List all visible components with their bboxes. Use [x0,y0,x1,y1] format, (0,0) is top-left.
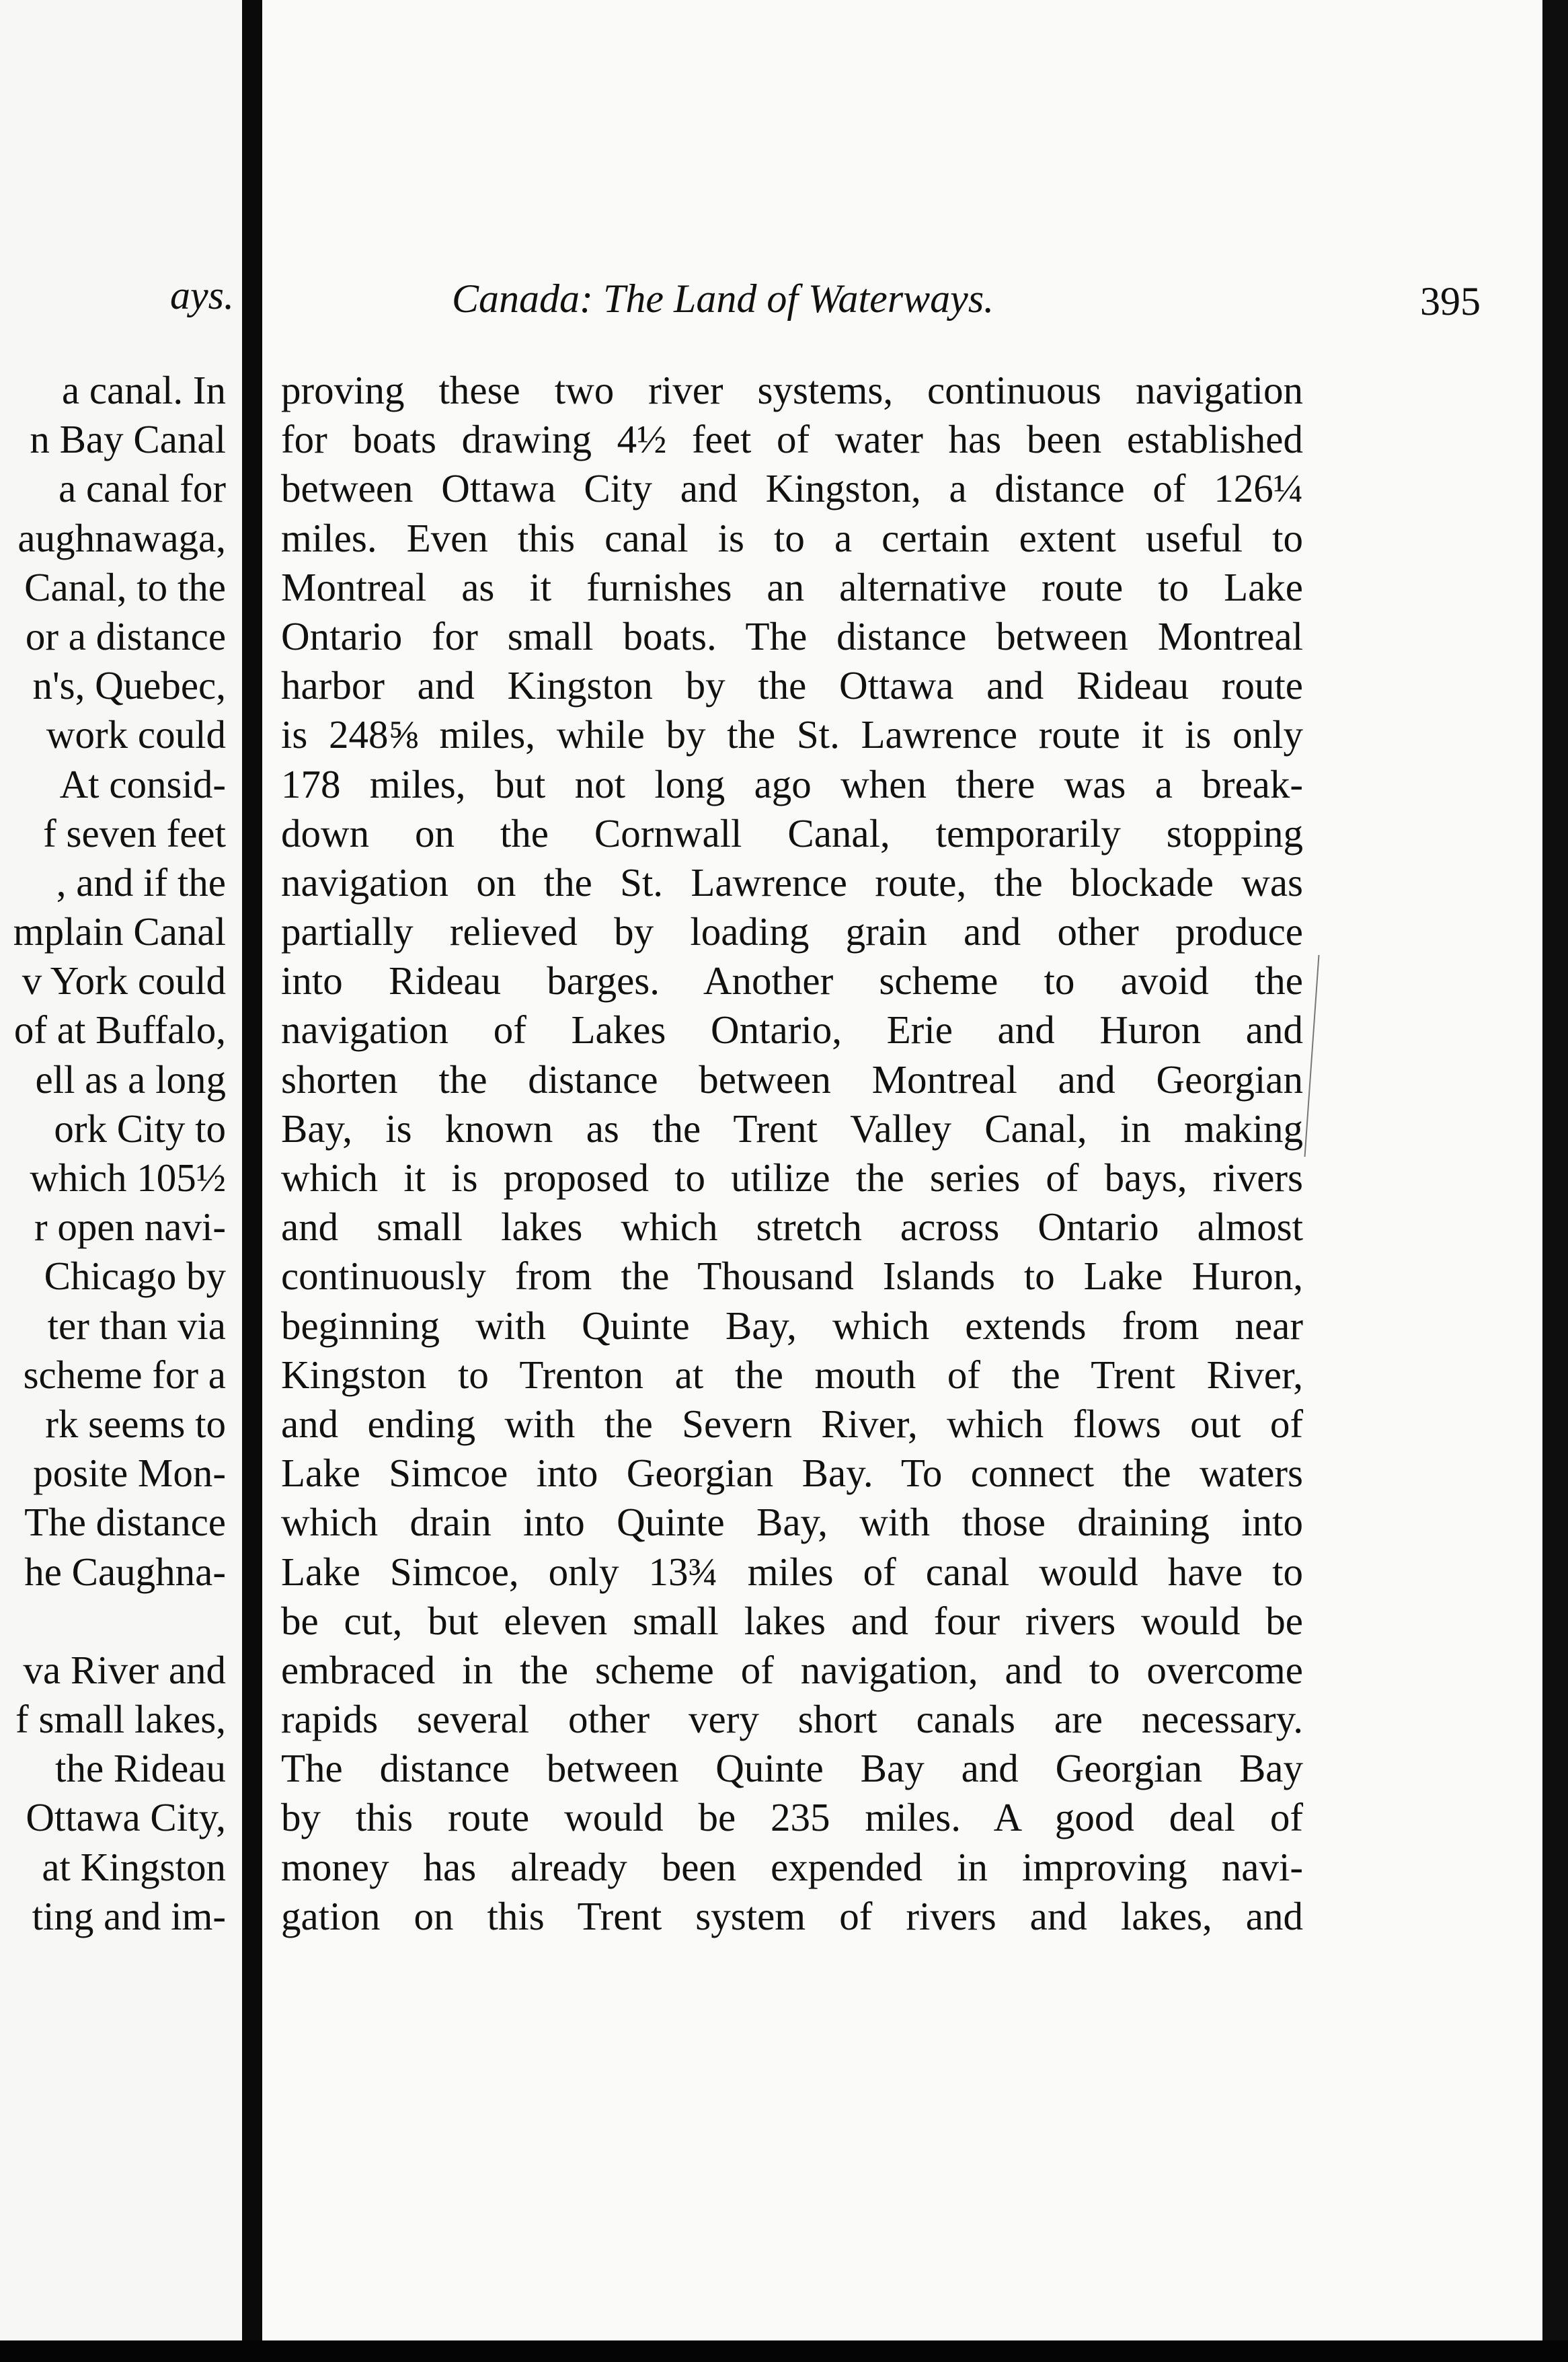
text-line-content: is 248⅝ miles, while by the St. Lawrence route it is only [281,712,1303,757]
text-line-content: for boats drawing 4½ feet of water has been established [281,417,1303,462]
text-line [281,1449,1303,1498]
text-line [281,612,1303,661]
previous-page-line: ell as a long [35,1057,226,1102]
text-line-content: shorten the distance between Montreal and Georgian [281,1057,1303,1102]
text-line [281,1843,1303,1892]
previous-page-line: at Kingston [42,1844,226,1889]
previous-page-line: f small lakes, [15,1697,226,1742]
previous-page-line: work could [46,712,226,757]
text-line-content: Montreal as it furnishes an alternative route to Lake [281,564,1303,609]
text-line-content: embraced in the scheme of navigation, and to overcome [281,1647,1303,1692]
text-line-content: harbor and Kingston by the Ottawa and Rideau route [281,663,1303,708]
text-line-content: between Ottawa City and Kingston, a distance of 126¼ [281,466,1303,511]
text-line [281,415,1303,464]
text-line [281,366,1303,415]
text-line-content: navigation on the St. Lawrence route, the blockade was [281,860,1303,905]
previous-page-line: scheme for a [23,1352,226,1397]
text-line-content: Kingston to Trenton at the mouth of the Trent River, [281,1352,1303,1397]
previous-page-line: ork City to [54,1106,226,1151]
text-line-content: partially relieved by loading grain and other produce [281,909,1303,954]
text-line-content: which drain into Quinte Bay, with those draining into [281,1500,1303,1545]
text-line [281,1252,1303,1301]
text-line [281,1400,1303,1449]
previous-page-line [0,1597,226,1646]
text-line [281,1055,1303,1104]
text-line-content: navigation of Lakes Ontario, Erie and Huron and [281,1007,1303,1053]
text-line-content: Lake Simcoe into Georgian Bay. To connect the waters [281,1451,1303,1496]
previous-page-header: ays. [170,273,234,317]
text-line [281,1695,1303,1744]
text-line-content: 178 miles, but not long ago when there was a break- [281,761,1303,806]
previous-page-line: a canal for [58,466,226,511]
text-line [281,1350,1303,1400]
text-line-content: and small lakes which stretch across Ontario almost [281,1205,1303,1250]
previous-page-line: mplain Canal [13,909,226,954]
previous-page-line: ting and im- [32,1893,226,1938]
previous-page-line: r open navi- [34,1205,226,1250]
text-line-content: The distance between Quinte Bay and Georgian Bay [281,1746,1303,1791]
text-line-content: and ending with the Severn River, which flows out of [281,1401,1303,1446]
text-line-content: be cut, but eleven small lakes and four rivers would be [281,1598,1303,1643]
text-line [281,1744,1303,1793]
previous-page-line: The distance [24,1500,226,1545]
text-line-content: money has already been expended in improving navi- [281,1844,1303,1889]
previous-page-line: n's, Quebec, [32,663,226,708]
previous-page-line: v York could [22,958,226,1003]
previous-page-line: , and if the [56,860,226,905]
text-line [281,514,1303,563]
text-line [281,1548,1303,1597]
page-edge [1542,0,1568,2362]
previous-page-line: he Caughna- [24,1549,226,1594]
margin-pencil-mark [1304,955,1324,1157]
text-line [281,1005,1303,1055]
previous-page-fragment [0,0,242,2340]
text-line [281,661,1303,710]
text-line-content: Lake Simcoe, only 13¾ miles of canal would have to [281,1549,1303,1594]
text-line [281,1153,1303,1203]
body-text [281,366,1303,1941]
text-line [281,760,1303,809]
previous-page-line: or a distance [25,613,226,658]
previous-page-line: aughnawaga, [17,515,226,560]
text-line [281,1498,1303,1547]
text-line-content: proving these two river systems, continuous navigation [281,368,1303,412]
text-line [281,858,1303,907]
text-line [281,956,1303,1005]
text-line [281,563,1303,612]
previous-page-line: f seven feet [43,810,226,855]
text-line [281,1104,1303,1153]
previous-page-line: a canal. In [61,368,226,412]
previous-page-line: rk seems to [45,1401,226,1446]
previous-page-line: Ottawa City, [26,1795,226,1840]
text-line [281,1793,1303,1842]
text-line-content: beginning with Quinte Bay, which extends from near [281,1303,1303,1348]
text-line [281,1646,1303,1695]
previous-page-line: ter than via [47,1303,226,1348]
page-number: 395 [1420,279,1481,323]
text-line [281,1892,1303,1941]
previous-page-line: n Bay Canal [30,417,226,462]
text-line [281,907,1303,956]
previous-page-line: the Rideau [55,1746,226,1791]
text-line-content: Bay, is known as the Trent Valley Canal, in making [281,1106,1303,1151]
previous-page-line: At consid- [59,761,226,806]
text-line [281,464,1303,513]
text-line-content: by this route would be 235 miles. A good deal of [281,1795,1303,1840]
text-line-content: into Rideau barges. Another scheme to avoid the [281,958,1303,1003]
previous-page-text [0,366,226,1941]
text-line-content: rapids several other very short canals are necessary. [281,1697,1303,1742]
previous-page-line: va River and [23,1647,226,1692]
text-line-content: down on the Cornwall Canal, temporarily stopping [281,810,1303,855]
text-line [281,809,1303,858]
text-line [281,710,1303,759]
text-line-content: miles. Even this canal is to a certain extent useful to [281,515,1303,560]
running-title: Canada: The Land of Waterways. [452,276,994,321]
text-line-content: continuously from the Thousand Islands to Lake Huron, [281,1254,1303,1299]
text-line-content: which it is proposed to utilize the series of bays, rivers [281,1155,1303,1200]
scan-border [0,2340,1568,2362]
page-gutter [242,0,262,2362]
previous-page-line: which 105½ [30,1155,226,1200]
text-line-content: gation on this Trent system of rivers and lakes, and [281,1893,1303,1938]
text-line [281,1203,1303,1252]
previous-page-line: Chicago by [44,1254,226,1299]
page [262,0,1568,2362]
previous-page-line: of at Buffalo, [13,1007,226,1053]
text-line [281,1301,1303,1350]
text-line [281,1597,1303,1646]
previous-page-line: posite Mon- [33,1451,226,1496]
previous-page-line: Canal, to the [24,564,226,609]
text-line-content: Ontario for small boats. The distance between Montreal [281,613,1303,658]
